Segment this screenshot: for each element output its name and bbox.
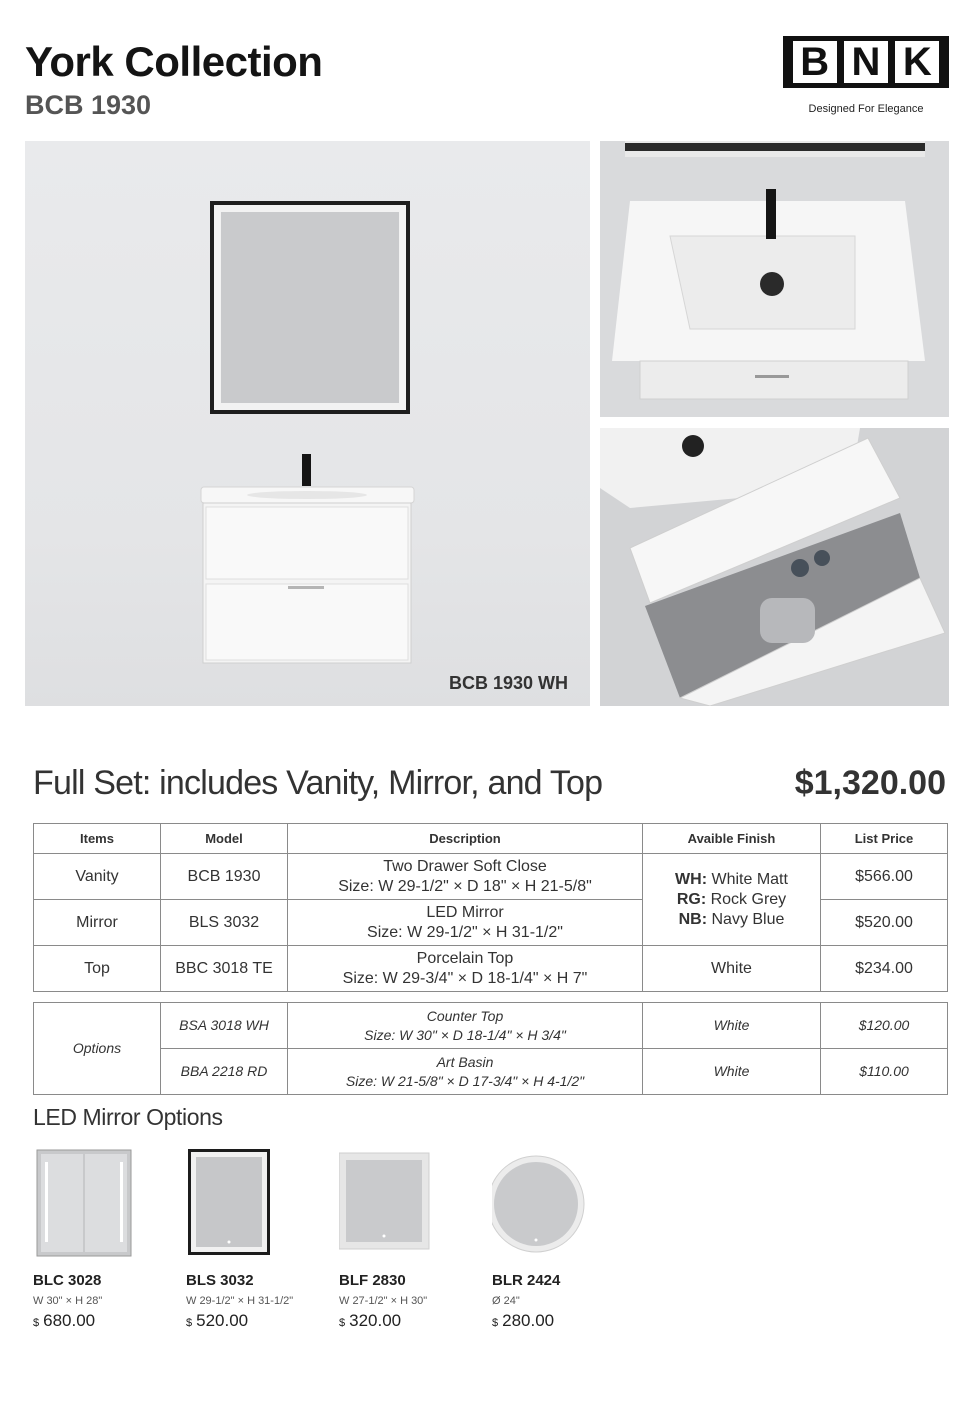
logo-letter-n: N bbox=[844, 41, 888, 83]
mirror-size: W 27-1/2" × H 30" bbox=[339, 1295, 428, 1307]
mirror-price: $ 280.00 bbox=[492, 1311, 555, 1330]
option-description bbox=[288, 1003, 643, 1049]
row-item: Vanity bbox=[34, 854, 161, 900]
row-finish: White bbox=[643, 946, 821, 992]
header-items: Items bbox=[34, 824, 161, 854]
mirror-model: BLS 3032 bbox=[186, 1272, 254, 1289]
mirror-size: W 30" × H 28" bbox=[33, 1295, 103, 1307]
finish-rg: RG: Rock Grey bbox=[676, 890, 787, 908]
finish-nb: NB: Navy Blue bbox=[678, 910, 785, 928]
row-price: $520.00 bbox=[821, 900, 948, 946]
table-row bbox=[34, 854, 948, 900]
description-size: Size: W 30" × D 18-1/4" × H 3/4" bbox=[364, 1026, 566, 1043]
row-model: BCB 1930 bbox=[161, 854, 288, 900]
description-title: Art Basin bbox=[436, 1053, 494, 1070]
header-finish: Avaible Finish bbox=[643, 824, 821, 854]
description-title: Porcelain Top bbox=[416, 949, 514, 967]
row-description bbox=[288, 946, 643, 992]
framed-mirror-image bbox=[186, 1148, 286, 1258]
description-size: Size: W 29-3/4" × D 18-1/4" × H 7" bbox=[342, 969, 588, 987]
collection-title: York Collection bbox=[25, 38, 323, 85]
row-description bbox=[288, 900, 643, 946]
option-finish: White bbox=[643, 1049, 821, 1095]
vanity-drawer-bottom bbox=[206, 584, 408, 660]
description-title: Counter Top bbox=[426, 1007, 504, 1024]
finish-options bbox=[643, 854, 821, 946]
logo-letter-b: B bbox=[793, 41, 837, 83]
mirror-model: BLR 2424 bbox=[492, 1272, 561, 1289]
led-mirror-options-title: LED Mirror Options bbox=[33, 1104, 223, 1130]
option-description bbox=[288, 1049, 643, 1095]
basin-illustration bbox=[600, 141, 949, 417]
row-price: $234.00 bbox=[821, 946, 948, 992]
spec-table-header bbox=[34, 824, 948, 854]
vanity-drawer-top bbox=[206, 507, 408, 579]
frameless-mirror-image bbox=[339, 1148, 439, 1258]
description-size: Size: W 21-5/8" × D 17-3/4" × H 4-1/2" bbox=[345, 1072, 585, 1089]
product-photo-drawer bbox=[600, 428, 949, 706]
full-set-headline: Full Set: includes Vanity, Mirror, and Top bbox=[33, 764, 603, 802]
mirror-price: $ 680.00 bbox=[33, 1311, 96, 1330]
round-mirror-image bbox=[492, 1148, 592, 1258]
mirror-option-bls3032 bbox=[186, 1148, 326, 1331]
drawer-handle bbox=[288, 586, 324, 589]
mirror-option-blc3028 bbox=[33, 1148, 173, 1331]
header-list-price: List Price bbox=[821, 824, 948, 854]
description-size: Size: W 29-1/2" × D 18" × H 21-5/8" bbox=[338, 877, 592, 895]
basin-drain bbox=[760, 272, 784, 296]
description-title: LED Mirror bbox=[426, 903, 504, 921]
mirror-option-blr2424 bbox=[492, 1148, 632, 1331]
mirror-option-blf2830 bbox=[339, 1148, 479, 1331]
option-price: $120.00 bbox=[821, 1003, 948, 1049]
basin-faucet bbox=[766, 189, 776, 239]
full-set-total-price: $1,320.00 bbox=[794, 764, 946, 802]
drawer-illustration bbox=[600, 428, 949, 706]
option-finish: White bbox=[643, 1003, 821, 1049]
options-label: Options bbox=[34, 1003, 161, 1095]
brand-logo bbox=[783, 36, 949, 88]
row-model: BBC 3018 TE bbox=[161, 946, 288, 992]
description-size: Size: W 29-1/2" × H 31-1/2" bbox=[367, 923, 563, 941]
main-photo-caption: BCB 1930 WH bbox=[448, 673, 568, 693]
model-subtitle: BCB 1930 bbox=[25, 90, 152, 120]
row-item: Mirror bbox=[34, 900, 161, 946]
mirror-model: BLF 2830 bbox=[339, 1272, 406, 1289]
option-model: BBA 2218 RD bbox=[161, 1049, 288, 1095]
option-model: BSA 3018 WH bbox=[161, 1003, 288, 1049]
product-photo-main bbox=[25, 141, 590, 706]
mirror-price: $ 320.00 bbox=[339, 1311, 402, 1330]
vanity-illustration bbox=[25, 141, 590, 706]
mirror-model: BLC 3028 bbox=[33, 1272, 102, 1289]
brand-tagline: Designed For Elegance bbox=[808, 103, 924, 115]
mirror-size: W 29-1/2" × H 31-1/2" bbox=[186, 1295, 294, 1307]
table-row bbox=[34, 946, 948, 992]
table-row bbox=[34, 1049, 948, 1095]
option-price: $110.00 bbox=[821, 1049, 948, 1095]
mirror-glass bbox=[221, 212, 399, 403]
header-description: Description bbox=[288, 824, 643, 854]
product-photo-basin bbox=[600, 141, 949, 417]
mirror-size: Ø 24" bbox=[492, 1295, 520, 1307]
mirror-cabinet-image bbox=[33, 1148, 133, 1258]
options-table bbox=[33, 1002, 948, 1095]
row-model: BLS 3032 bbox=[161, 900, 288, 946]
row-description bbox=[288, 854, 643, 900]
row-price: $566.00 bbox=[821, 854, 948, 900]
table-row bbox=[34, 1003, 948, 1049]
spec-table bbox=[33, 823, 948, 992]
logo-letter-k: K bbox=[895, 41, 939, 83]
finish-wh: WH: White Matt bbox=[675, 870, 788, 888]
row-item: Top bbox=[34, 946, 161, 992]
mirror-price: $ 520.00 bbox=[186, 1311, 249, 1330]
header-model: Model bbox=[161, 824, 288, 854]
description-title: Two Drawer Soft Close bbox=[383, 857, 547, 875]
